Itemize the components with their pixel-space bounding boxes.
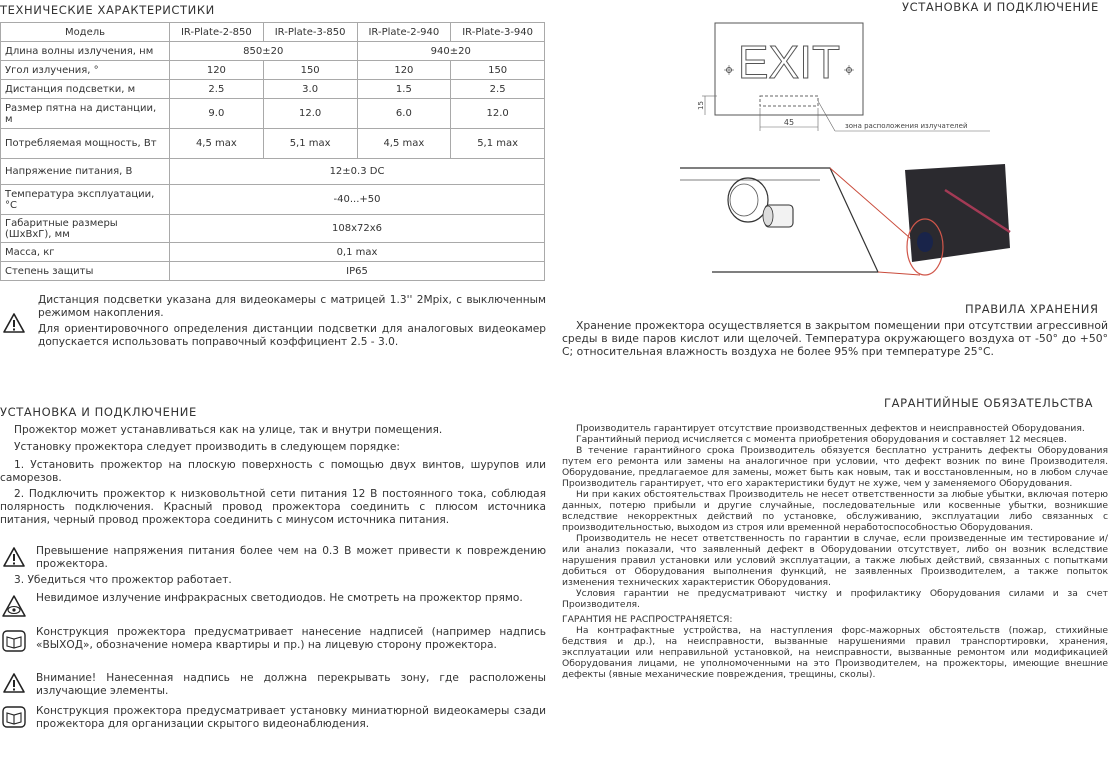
warning-triangle-icon	[2, 546, 26, 568]
warranty-p7: На контрафактные устройства, на наступления форс-мажорных обстоятельств (пожар, стихийные бедствия и др.), на неисправности, вызванные нарушениями правил транспортировки, хранения, эксплуатации или неправильной установкой, на неисправности, вызванные ремонтом или модификацией Оборудования лицами, не уполномоченными на это Производителем, на прожекторы, имеющие внешние дефекты (явные механические повреждения, трещины, сколы).	[562, 625, 1108, 680]
table-cell: -40...+50	[170, 185, 545, 215]
row-label: Температура эксплуатации, °С	[1, 185, 170, 215]
dimension-15-label: 15	[697, 101, 705, 110]
warranty-p2: Гарантийный период исчисляется с момента приобретения оборудования и составляет 12 месяцев.	[576, 434, 1067, 445]
table-cell: 0,1 max	[170, 243, 545, 262]
row-label: Габаритные размеры (ШхВхГ), мм	[1, 215, 170, 243]
table-row	[1, 185, 545, 215]
table-cell: 120	[357, 61, 451, 80]
camera-lens-detail	[680, 168, 920, 275]
row-label: Масса, кг	[1, 243, 170, 262]
table-cell: 5,1 max	[451, 129, 545, 159]
install-p2: Установку прожектора следует производить в следующем порядке:	[14, 441, 400, 453]
warranty-p3: В течение гарантийного срока Производитель обязуется бесплатно устранить дефекты Оборудования путем его ремонта или замены на аналогичное при условии, что дефект возник по вине Производителя. Оборудование, предлагаемое для замены, может быть как новым, так и восстановленным, но в любом случае Производитель гарантирует, что его характеристики будут не хуже, чем у заменяемого Оборудования.	[562, 445, 1108, 489]
emitter-zone	[760, 96, 818, 106]
table-cell: 12.0	[451, 99, 545, 129]
table-row	[1, 215, 545, 243]
row-label: Напряжение питания, В	[1, 159, 170, 185]
row-label: Угол излучения, °	[1, 61, 170, 80]
install-note-camera: Конструкция прожектора предусматривает установку миниатюрной видеокамеры сзади прожектора для организации скрытого видеонаблюдения.	[36, 705, 546, 730]
table-row	[1, 159, 545, 185]
install-warning-zone: Внимание! Нанесенная надпись не должна перекрывать зону, где расположены излучающие элементы.	[36, 672, 546, 697]
warning-triangle-icon	[2, 312, 26, 334]
table-cell: 1.5	[357, 80, 451, 99]
warranty-p5: Производитель не несет ответственность по гарантии в случае, если произведенные им тестирование и/или анализ показали, что заявленный дефект в Оборудовании отсутствует, либо он возник вследствие нарушения правил установки или условий эксплуатации, а также любых действий, связанных с попытками добиться от Оборудования выполнения функций, не заявленных Производителем, а также попыток изменения технических характеристик Оборудования.	[562, 533, 1108, 588]
table-cell: 120	[170, 61, 264, 80]
table-row	[1, 23, 545, 42]
book-note-icon	[2, 706, 26, 728]
install-note-labels: Конструкция прожектора предусматривает нанесение надписей (например надпись «ВЫХОД», обозначение номера квартиры и пр.) на лицевую сторону прожектора.	[36, 626, 546, 651]
install-title: УСТАНОВКА И ПОДКЛЮЧЕНИЕ	[0, 405, 197, 419]
warranty-p4: Ни при каких обстоятельствах Производитель не несет ответственности за любые убытки, включая потерю данных, потерю прибыли и другие случайные, последовательные или косвенные убытки, возникшие вследствие некорректных действий по установке, обслуживанию, эксплуатации либо связанных с производительностью, выходом из строя или временной неработоспособностью Оборудования.	[562, 489, 1108, 533]
spec-note-2: Для ориентировочного определения дистанции подсветки для аналоговых видеокамер допускается использовать поправочный коэффициент 2.5 - 3.0.	[38, 323, 546, 348]
dimension-45-label: 45	[783, 118, 795, 127]
table-cell: 2.5	[451, 80, 545, 99]
book-note-icon	[2, 630, 26, 652]
table-row	[1, 80, 545, 99]
table-row	[1, 243, 545, 262]
table-row	[1, 99, 545, 129]
table-cell: 150	[263, 61, 357, 80]
spec-note-1: Дистанция подсветки указана для видеокамеры с матрицей 1.3'' 2Mpix, с выключенным режимом накопления.	[38, 294, 546, 319]
storage-text: Хранение прожектора осуществляется в закрытом помещении при отсутствии агрессивной среды в виде паров кислот или щелочей. Температура окружающего воздуха от -50° до +50° С; относительная влажность воздуха не более 95% при температуре 25°С.	[562, 319, 1108, 359]
table-cell: 4,5 max	[357, 129, 451, 159]
screw-marker-icon	[844, 65, 854, 75]
table-row	[1, 42, 545, 61]
table-header-cell: IR-Plate-2-940	[357, 23, 451, 42]
table-cell: 3.0	[263, 80, 357, 99]
spec-table	[0, 22, 545, 281]
exit-text: EXIT	[737, 36, 841, 88]
row-label: Длина волны излучения, нм	[1, 42, 170, 61]
exit-sign-drawing	[695, 18, 1075, 143]
warranty-title: ГАРАНТИЙНЫЕ ОБЯЗАТЕЛЬСТВА	[884, 396, 1094, 410]
storage-title: ПРАВИЛА ХРАНЕНИЯ	[965, 302, 1099, 316]
diagram-title: УСТАНОВКА И ПОДКЛЮЧЕНИЕ	[902, 0, 1099, 14]
table-cell: 4,5 max	[170, 129, 264, 159]
table-cell: 108х72х6	[170, 215, 545, 243]
table-cell: 12±0.3 DC	[170, 159, 545, 185]
install-p5: 3. Убедиться что прожектор работает.	[14, 574, 232, 586]
eye-warning-icon	[2, 595, 26, 617]
table-cell: 12.0	[263, 99, 357, 129]
install-warning-voltage: Превышение напряжения питания более чем на 0.3 В может привести к повреждению прожектора.	[36, 545, 546, 570]
warranty-p6: Условия гарантии не предусматривают чистку и профилактику Оборудования силами и за счет Производителя.	[562, 588, 1108, 610]
table-cell: 2.5	[170, 80, 264, 99]
table-header-cell: Модель	[1, 23, 170, 42]
table-row	[1, 262, 545, 281]
spec-title: ТЕХНИЧЕСКИЕ ХАРАКТЕРИСТИКИ	[0, 3, 215, 17]
table-header-cell: IR-Plate-2-850	[170, 23, 264, 42]
table-cell: 5,1 max	[263, 129, 357, 159]
table-cell: 940±20	[357, 42, 545, 61]
table-row	[1, 129, 545, 159]
table-cell: 6.0	[357, 99, 451, 129]
row-label: Потребляемая мощность, Вт	[1, 129, 170, 159]
table-cell: 850±20	[170, 42, 358, 61]
table-cell: IP65	[170, 262, 545, 281]
table-header-cell: IR-Plate-3-940	[451, 23, 545, 42]
warranty-subtitle: ГАРАНТИЯ НЕ РАСПРОСТРАНЯЕТСЯ:	[562, 614, 733, 625]
warranty-body	[562, 423, 1108, 680]
warranty-p1: Производитель гарантирует отсутствие производственных дефектов и неисправностей Оборудования.	[576, 423, 1085, 434]
row-label: Дистанция подсветки, м	[1, 80, 170, 99]
warning-triangle-icon	[2, 672, 26, 694]
installation-illustration	[680, 150, 1105, 290]
table-cell: 9.0	[170, 99, 264, 129]
install-p3: 1. Установить прожектор на плоскую поверхность с помощью двух винтов, шурупов или саморезов.	[0, 459, 546, 484]
install-p4: 2. Подключить прожектор к низковольтной сети питания 12 В постоянного тока, соблюдая полярность подключения. Красный провод прожектора соединить с плюсом источника питания, черный провод прожектора соединить с минусом источника питания.	[0, 488, 546, 526]
row-label: Степень защиты	[1, 262, 170, 281]
install-warning-ir: Невидимое излучение инфракрасных светодиодов. Не смотреть на прожектор прямо.	[36, 592, 523, 604]
screw-marker-icon	[724, 65, 734, 75]
table-cell: 150	[451, 61, 545, 80]
zone-callout-label: зона расположения излучателей	[845, 122, 968, 130]
table-header-cell: IR-Plate-3-850	[263, 23, 357, 42]
row-label: Размер пятна на дистанции, м	[1, 99, 170, 129]
install-p1: Прожектор может устанавливаться как на улице, так и внутри помещения.	[14, 424, 443, 436]
table-row	[1, 61, 545, 80]
